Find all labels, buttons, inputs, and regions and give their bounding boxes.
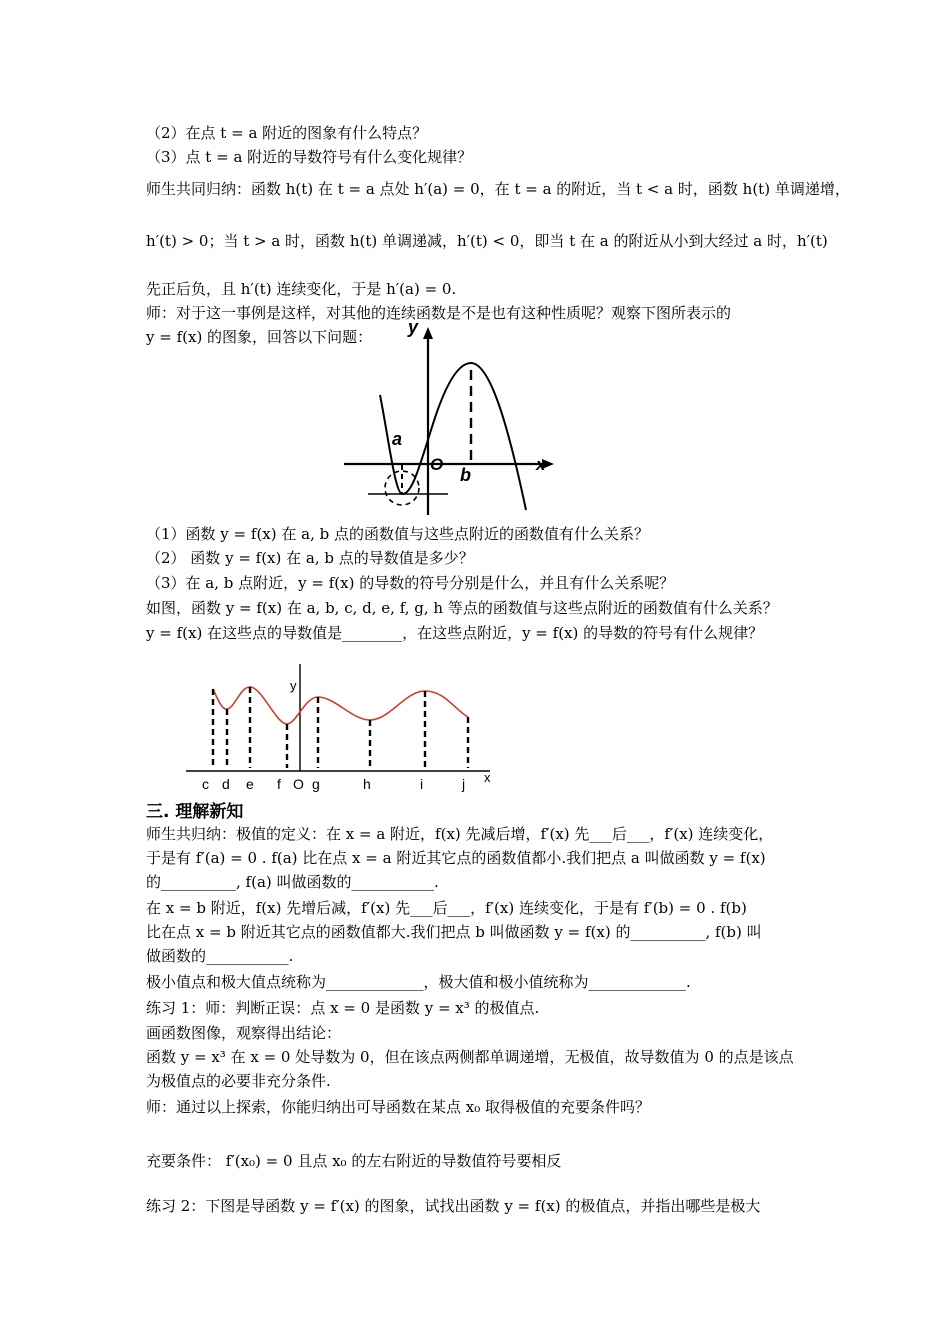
text-line: 做函数的___________. <box>146 947 294 965</box>
function-curve <box>213 687 468 724</box>
origin-label: O <box>430 455 444 474</box>
text-line: 画函数图像，观察得出结论： <box>146 1024 342 1042</box>
text-line: 师生共归纳：极值的定义：在 x = a 附近，f(x) 先减后增，f′(x) 先___后___，f′(x) 连续变化， <box>146 825 774 843</box>
text-line: 师：通过以上探索，你能归纳出可导函数在某点 x₀ 取得极值的充要条件吗？ <box>146 1098 651 1116</box>
extrema-dashed-lines <box>213 687 468 768</box>
text-line: 练习 1：师：判断正误：点 x = 0 是函数 y = x³ 的极值点. <box>146 999 540 1017</box>
b-label: b <box>460 465 471 485</box>
x-axis-label: x <box>536 455 546 474</box>
text-line: 为极值点的必要非充分条件. <box>146 1072 331 1090</box>
text-line: 师生共同归纳：函数 h(t) 在 t = a 点处 h′(a) = 0，在 t = a 的附近，当 t < a 时，函数 h(t) 单调递增， <box>146 180 850 198</box>
point-label-f: f <box>277 776 281 792</box>
point-label-e: e <box>246 776 254 792</box>
text-line: h′(t) > 0；当 t > a 时，函数 h(t) 单调递减，h′(t) < 0，即当 t 在 a 的附近从小到大经过 a 时，h′(t) <box>146 232 828 250</box>
text-line: 练习 2：下图是导函数 y = f′(x) 的图象，试找出函数 y = f(x) 的极值点，并指出哪些是极大 <box>146 1197 761 1215</box>
point-label-g: g <box>312 776 320 792</box>
text-line: 于是有 f′(a) = 0 . f(a) 比在点 x = a 附近其它点的函数值都小.我们把点 a 叫做函数 y = f(x) <box>146 849 766 867</box>
point-label-j: j <box>462 776 466 792</box>
point-label-c: c <box>202 776 209 792</box>
text-line: （1）函数 y = f(x) 在 a, b 点的函数值与这些点附近的函数值有什么关系？ <box>146 525 649 543</box>
text-line: 比在点 x = b 附近其它点的函数值都大.我们把点 b 叫做函数 y = f(x) 的__________, f(b) 叫 <box>146 923 762 941</box>
x-axis-label: x <box>484 770 491 785</box>
text-line: y = f(x) 的图象，回答以下问题： <box>146 328 373 346</box>
section-heading: 三. 理解新知 <box>146 802 244 822</box>
point-label-i: i <box>420 776 424 792</box>
y-axis-label: y <box>408 317 419 337</box>
text-line: 先正后负，且 h′(t) 连续变化，于是 h′(a) = 0. <box>146 280 457 298</box>
text-line: （3）点 t = a 附近的导数符号有什么变化规律？ <box>146 148 473 166</box>
a-label: a <box>392 429 403 449</box>
y-axis-label: y <box>290 678 297 693</box>
point-labels <box>202 776 465 792</box>
text-line: 函数 y = x³ 在 x = 0 处导数为 0，但在该点两侧都单调递增，无极值，故导数值为 0 的点是该点 <box>146 1048 794 1066</box>
text-line: 师：对于这一事例是这样，对其他的连续函数是不是也有这种性质呢？观察下图所表示的 <box>146 304 732 322</box>
text-line: 如图，函数 y = f(x) 在 a, b, c, d, e, f, g, h 等点的函数值与这些点附近的函数值有什么关系？ <box>146 599 778 617</box>
point-label-d: d <box>222 776 230 792</box>
point-label-h: h <box>363 776 371 792</box>
text-line: y = f(x) 在这些点的导数值是________，在这些点附近，y = f(x) 的导数的符号有什么规律？ <box>146 624 764 642</box>
origin-label: O <box>293 776 304 792</box>
text-line: （2） 函数 y = f(x) 在 a, b 点的导数值是多少？ <box>146 549 474 567</box>
text-line: 充要条件： f′(x₀) = 0 且点 x₀ 的左右附近的导数值符号要相反 <box>146 1152 562 1170</box>
figure-extrema-graph <box>340 315 560 520</box>
text-line: 在 x = b 附近，f(x) 先增后减，f′(x) 先___后___，f′(x) 连续变化，于是有 f′(b) = 0 . f(b) <box>146 899 747 917</box>
text-line: 极小值点和极大值点统称为_____________，极大值和极小值统称为_____________. <box>146 973 691 991</box>
text-line: （2）在点 t = a 附近的图象有什么特点？ <box>146 124 428 142</box>
y-axis-arrow <box>423 327 433 339</box>
text-line: 的__________, f(a) 叫做函数的___________. <box>146 873 439 891</box>
text-line: （3）在 a, b 点附近，y = f(x) 的导数的符号分别是什么，并且有什么关系呢？ <box>146 574 675 592</box>
figure-multi-extrema-graph <box>180 660 510 795</box>
